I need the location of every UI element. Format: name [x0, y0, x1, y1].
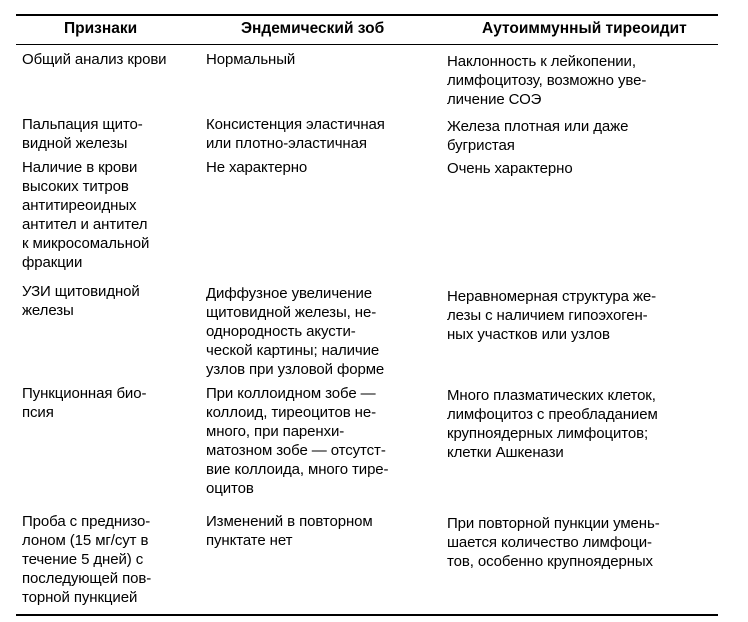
table-header-rule — [16, 44, 718, 45]
row-palpation-sign: Пальпация щито- видной железы — [22, 116, 143, 152]
row-prednisolone-sign: Проба с преднизо- лоном (15 мг/сут в течение 5 дней) с последующей пов- торной пункцией — [22, 513, 152, 606]
row-blood-test-endemic: Нормальный — [206, 51, 296, 68]
row-prednisolone-endemic: Изменений в повторном пунктате нет — [206, 513, 373, 549]
row-blood-test-sign: Общий анализ крови — [22, 51, 167, 68]
table-bottom-rule — [16, 614, 718, 616]
row-prednisolone-autoimmune: При повторной пункции умень- шается количество лимфоци- тов, особенно крупноядерных — [447, 515, 660, 570]
row-palpation-autoimmune: Железа плотная или даже бугристая — [447, 118, 629, 154]
row-ultrasound-endemic: Диффузное увеличение щитовидной железы, не- однородность акусти- ческой картины; наличие узлов при узловой форме — [206, 285, 385, 378]
header-endemic-goiter: Эндемический зоб — [241, 20, 385, 37]
header-signs: Признаки — [64, 20, 138, 37]
header-autoimmune-thyroiditis: Аутоиммунный тиреоидит — [482, 20, 687, 37]
row-antibodies-endemic: Не характерно — [206, 159, 308, 176]
row-blood-test-autoimmune: Наклонность к лейкопении, лимфоцитозу, возможно уве- личение СОЭ — [447, 53, 647, 108]
row-biopsy-autoimmune: Много плазматических клеток, лимфоцитоз с преобладанием крупноядерных лимфоцитов; клетки Ашкенази — [447, 387, 658, 461]
table-top-rule — [16, 14, 718, 16]
row-ultrasound-sign: УЗИ щитовидной железы — [22, 283, 140, 319]
row-antibodies-sign: Наличие в крови высоких титров антитиреоидных антител и антител к микросомальной фракции — [22, 159, 150, 271]
row-antibodies-autoimmune: Очень характерно — [447, 160, 573, 177]
row-ultrasound-autoimmune: Неравномерная структура же- лезы с наличием гипоэхоген- ных участков или узлов — [447, 288, 657, 343]
row-biopsy-endemic: При коллоидном зобе — коллоид, тиреоцитов не- много, при паренхи- матозном зобе — отсутст- вие коллоида, много тире- оцитов — [206, 385, 389, 497]
row-palpation-endemic: Консистенция эластичная или плотно-эластичная — [206, 116, 385, 152]
row-biopsy-sign: Пункционная био- псия — [22, 385, 147, 421]
